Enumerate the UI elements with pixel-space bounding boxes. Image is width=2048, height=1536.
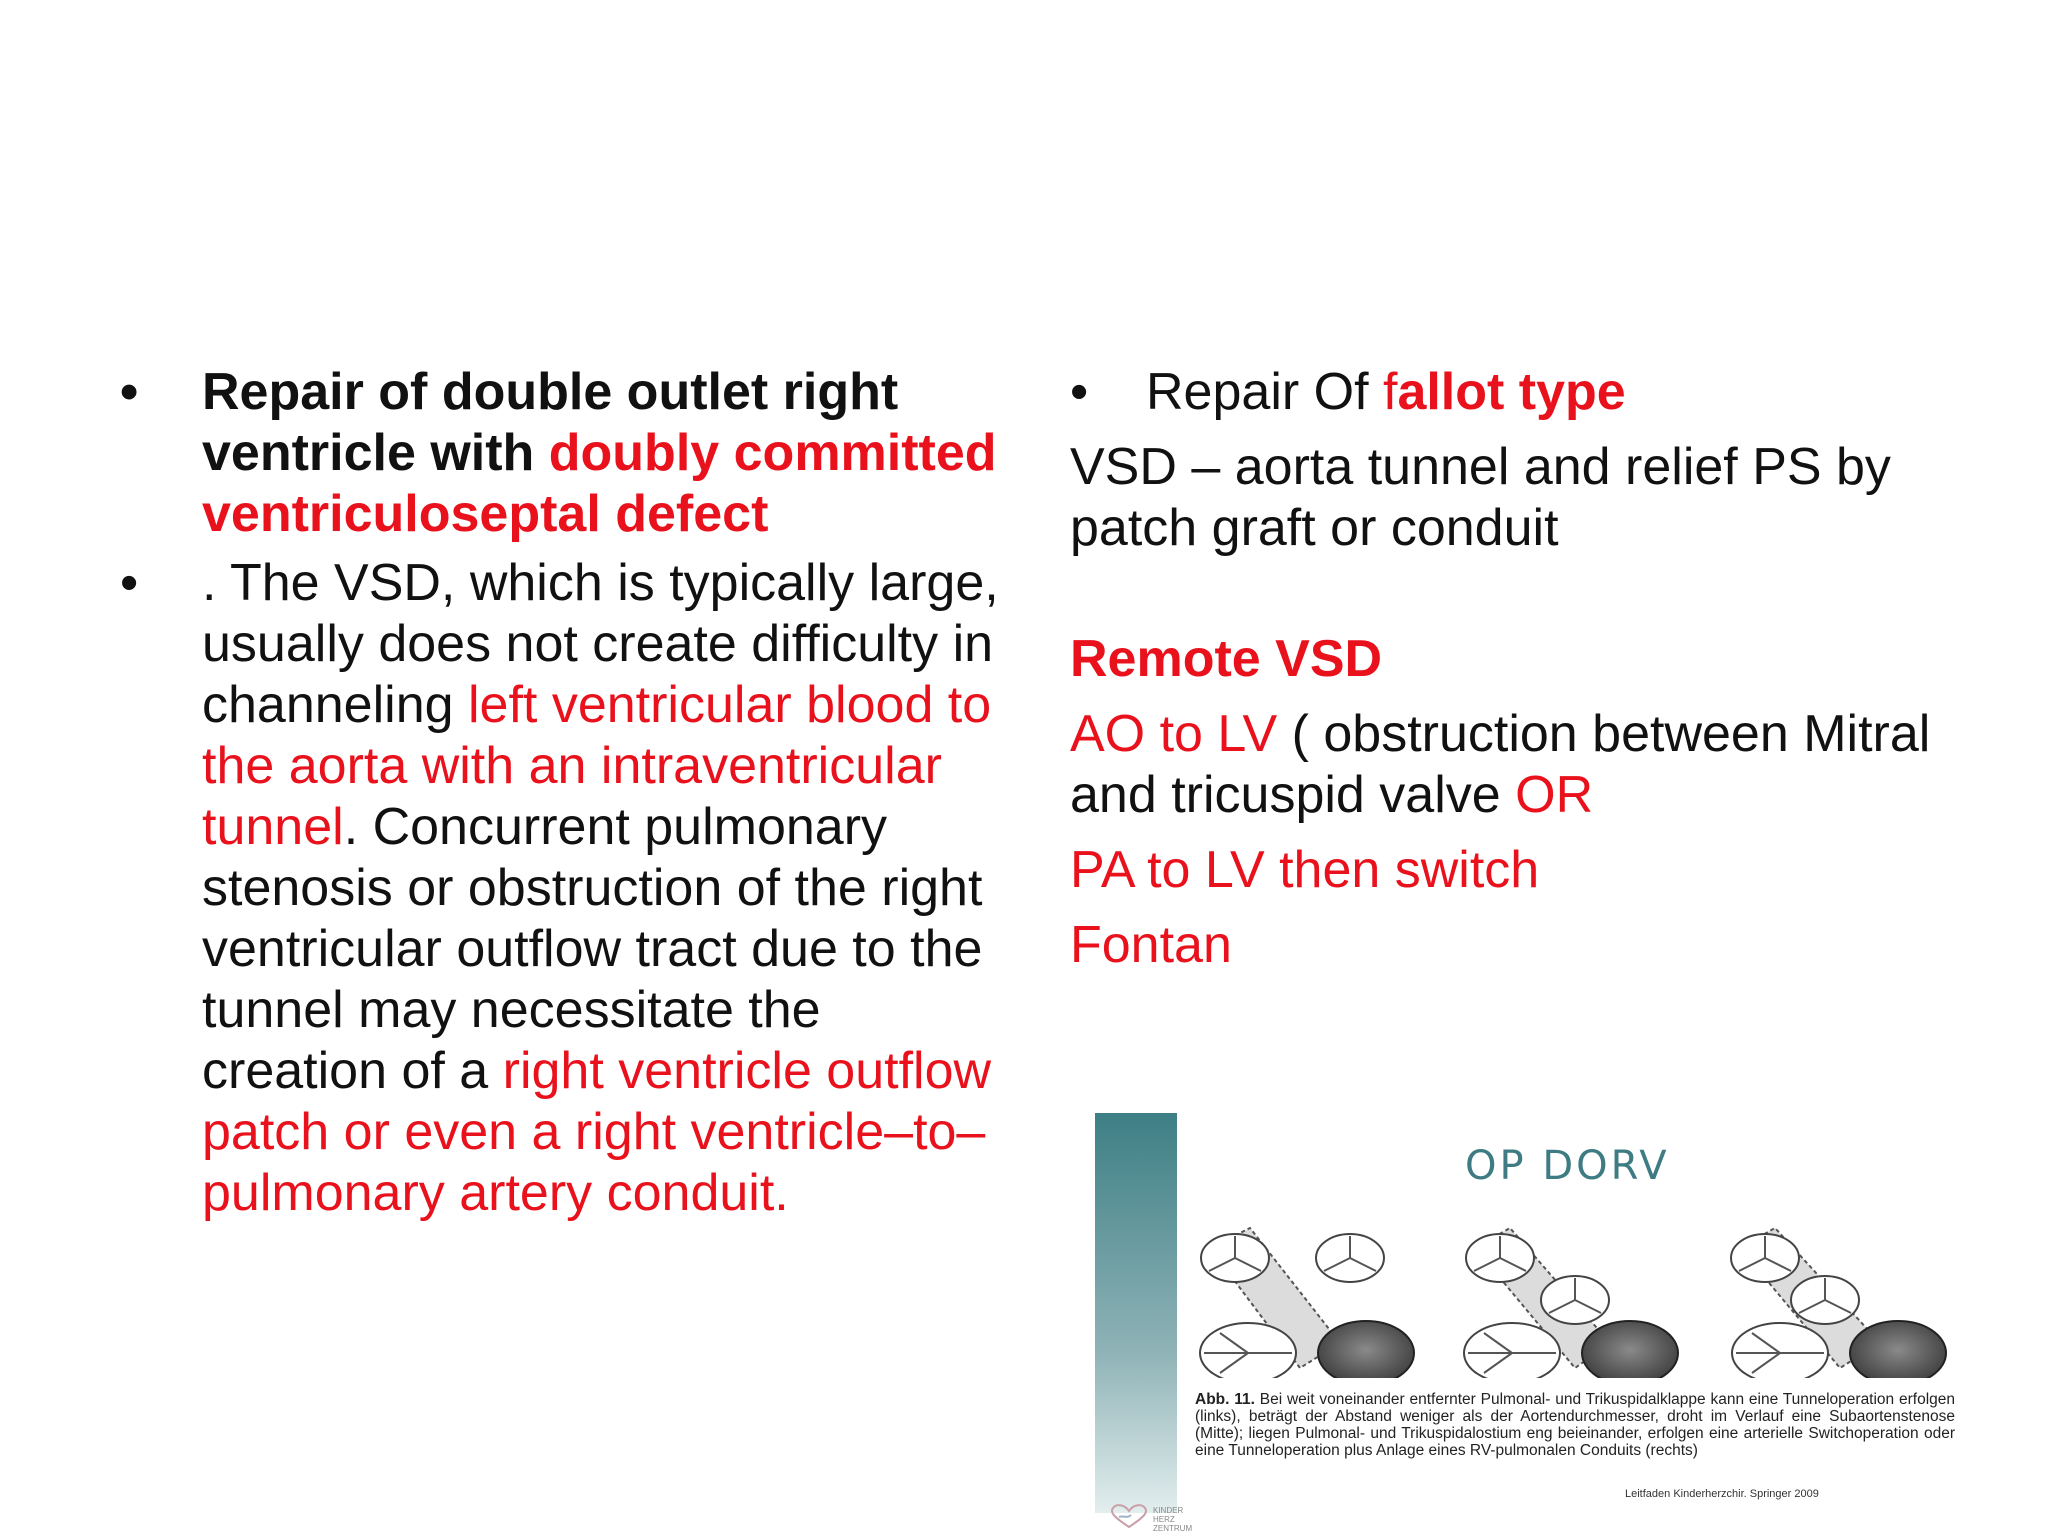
ao-to-lv-highlight: AO to LV	[1070, 705, 1292, 763]
obstruction-text: ( obstruction between Mitral and tricuspid valve	[1070, 705, 1931, 824]
vsd-text-1: . The VSD, which is typically large, usually does not create difficulty in channeling	[202, 554, 999, 734]
vsd-highlight-tunnel: left ventricular blood to the aorta with an intraventricular tunnel	[202, 676, 992, 856]
figure-source: Leitfaden Kinderherzchir. Springer 2009	[1625, 1488, 1819, 1500]
fallot-f: f	[1382, 363, 1398, 421]
logo-line-2: HERZ	[1153, 1515, 1175, 1524]
remote-vsd-heading: Remote VSD	[1070, 630, 1383, 688]
caption-text: Bei weit voneinander entfernter Pulmonal- und Trikuspidalklappe kann eine Tunneloperation erfolgen (links), beträgt der Abstand weniger als der Aortendurchmesser, droht im Verlauf eine Subaortenstenose (Mitte); liegen Pulmonal- und Trikuspidalostium eng beieinander, erfolgen eine arterielle Switchoperation oder eine Tunneloperation plus Anlage eines RV-pulmonalen Conduits (rechts)	[1195, 1391, 1955, 1459]
vsd-highlight-conduit: right ventricle outflow patch or even a right ventricle–to–pulmonary artery conduit.	[202, 1042, 992, 1222]
or-highlight: OR	[1515, 766, 1594, 824]
left-column	[120, 362, 1020, 1232]
diagram-left-tunnel	[1200, 1228, 1414, 1378]
bullet-dorv-repair	[120, 362, 1020, 545]
pa-to-lv-text: PA to LV then switch	[1070, 841, 1540, 899]
vsd-aorta-tunnel-text: VSD – aorta tunnel and relief PS by patch graft or conduit	[1070, 438, 1891, 557]
bullet-fallot-type	[1070, 362, 2010, 423]
right-column	[1070, 362, 2010, 976]
dorv-repair-text: Repair of double outlet right ventricle with	[202, 363, 899, 482]
op-dorv-figure	[1095, 1113, 1970, 1536]
bullet-marker: •	[1070, 363, 1089, 421]
fallot-text: Repair Of	[1146, 363, 1383, 421]
figure-caption	[1195, 1391, 1955, 1459]
logo-text	[1153, 1506, 1192, 1533]
figure-title: OP DORV	[1465, 1143, 1670, 1189]
diagram-right-switch	[1731, 1228, 1946, 1378]
dorv-repair-highlight: doubly committed ventriculoseptal defect	[202, 424, 997, 543]
fallot-highlight: allot type	[1397, 363, 1626, 421]
valve-diagram	[1190, 1218, 1950, 1378]
diagram-middle-subaortic	[1464, 1228, 1678, 1378]
logo-line-3: ZENTRUM	[1153, 1524, 1193, 1533]
ao-to-lv-text	[1070, 704, 2010, 826]
bullet-marker: •	[120, 554, 139, 612]
caption-label: Abb. 11.	[1195, 1391, 1255, 1408]
figure-side-bar	[1095, 1113, 1177, 1513]
logo-line-1: KINDER	[1153, 1506, 1184, 1515]
vsd-text-2: . Concurrent pulmonary stenosis or obstruction of the right ventricular outflow tract due to the tunnel may necessitate the creation of a	[202, 798, 983, 1100]
heart-logo-icon	[1107, 1503, 1151, 1529]
bullet-marker: •	[120, 363, 139, 421]
bullet-vsd-description	[120, 553, 1020, 1224]
fontan-text: Fontan	[1070, 916, 1232, 974]
